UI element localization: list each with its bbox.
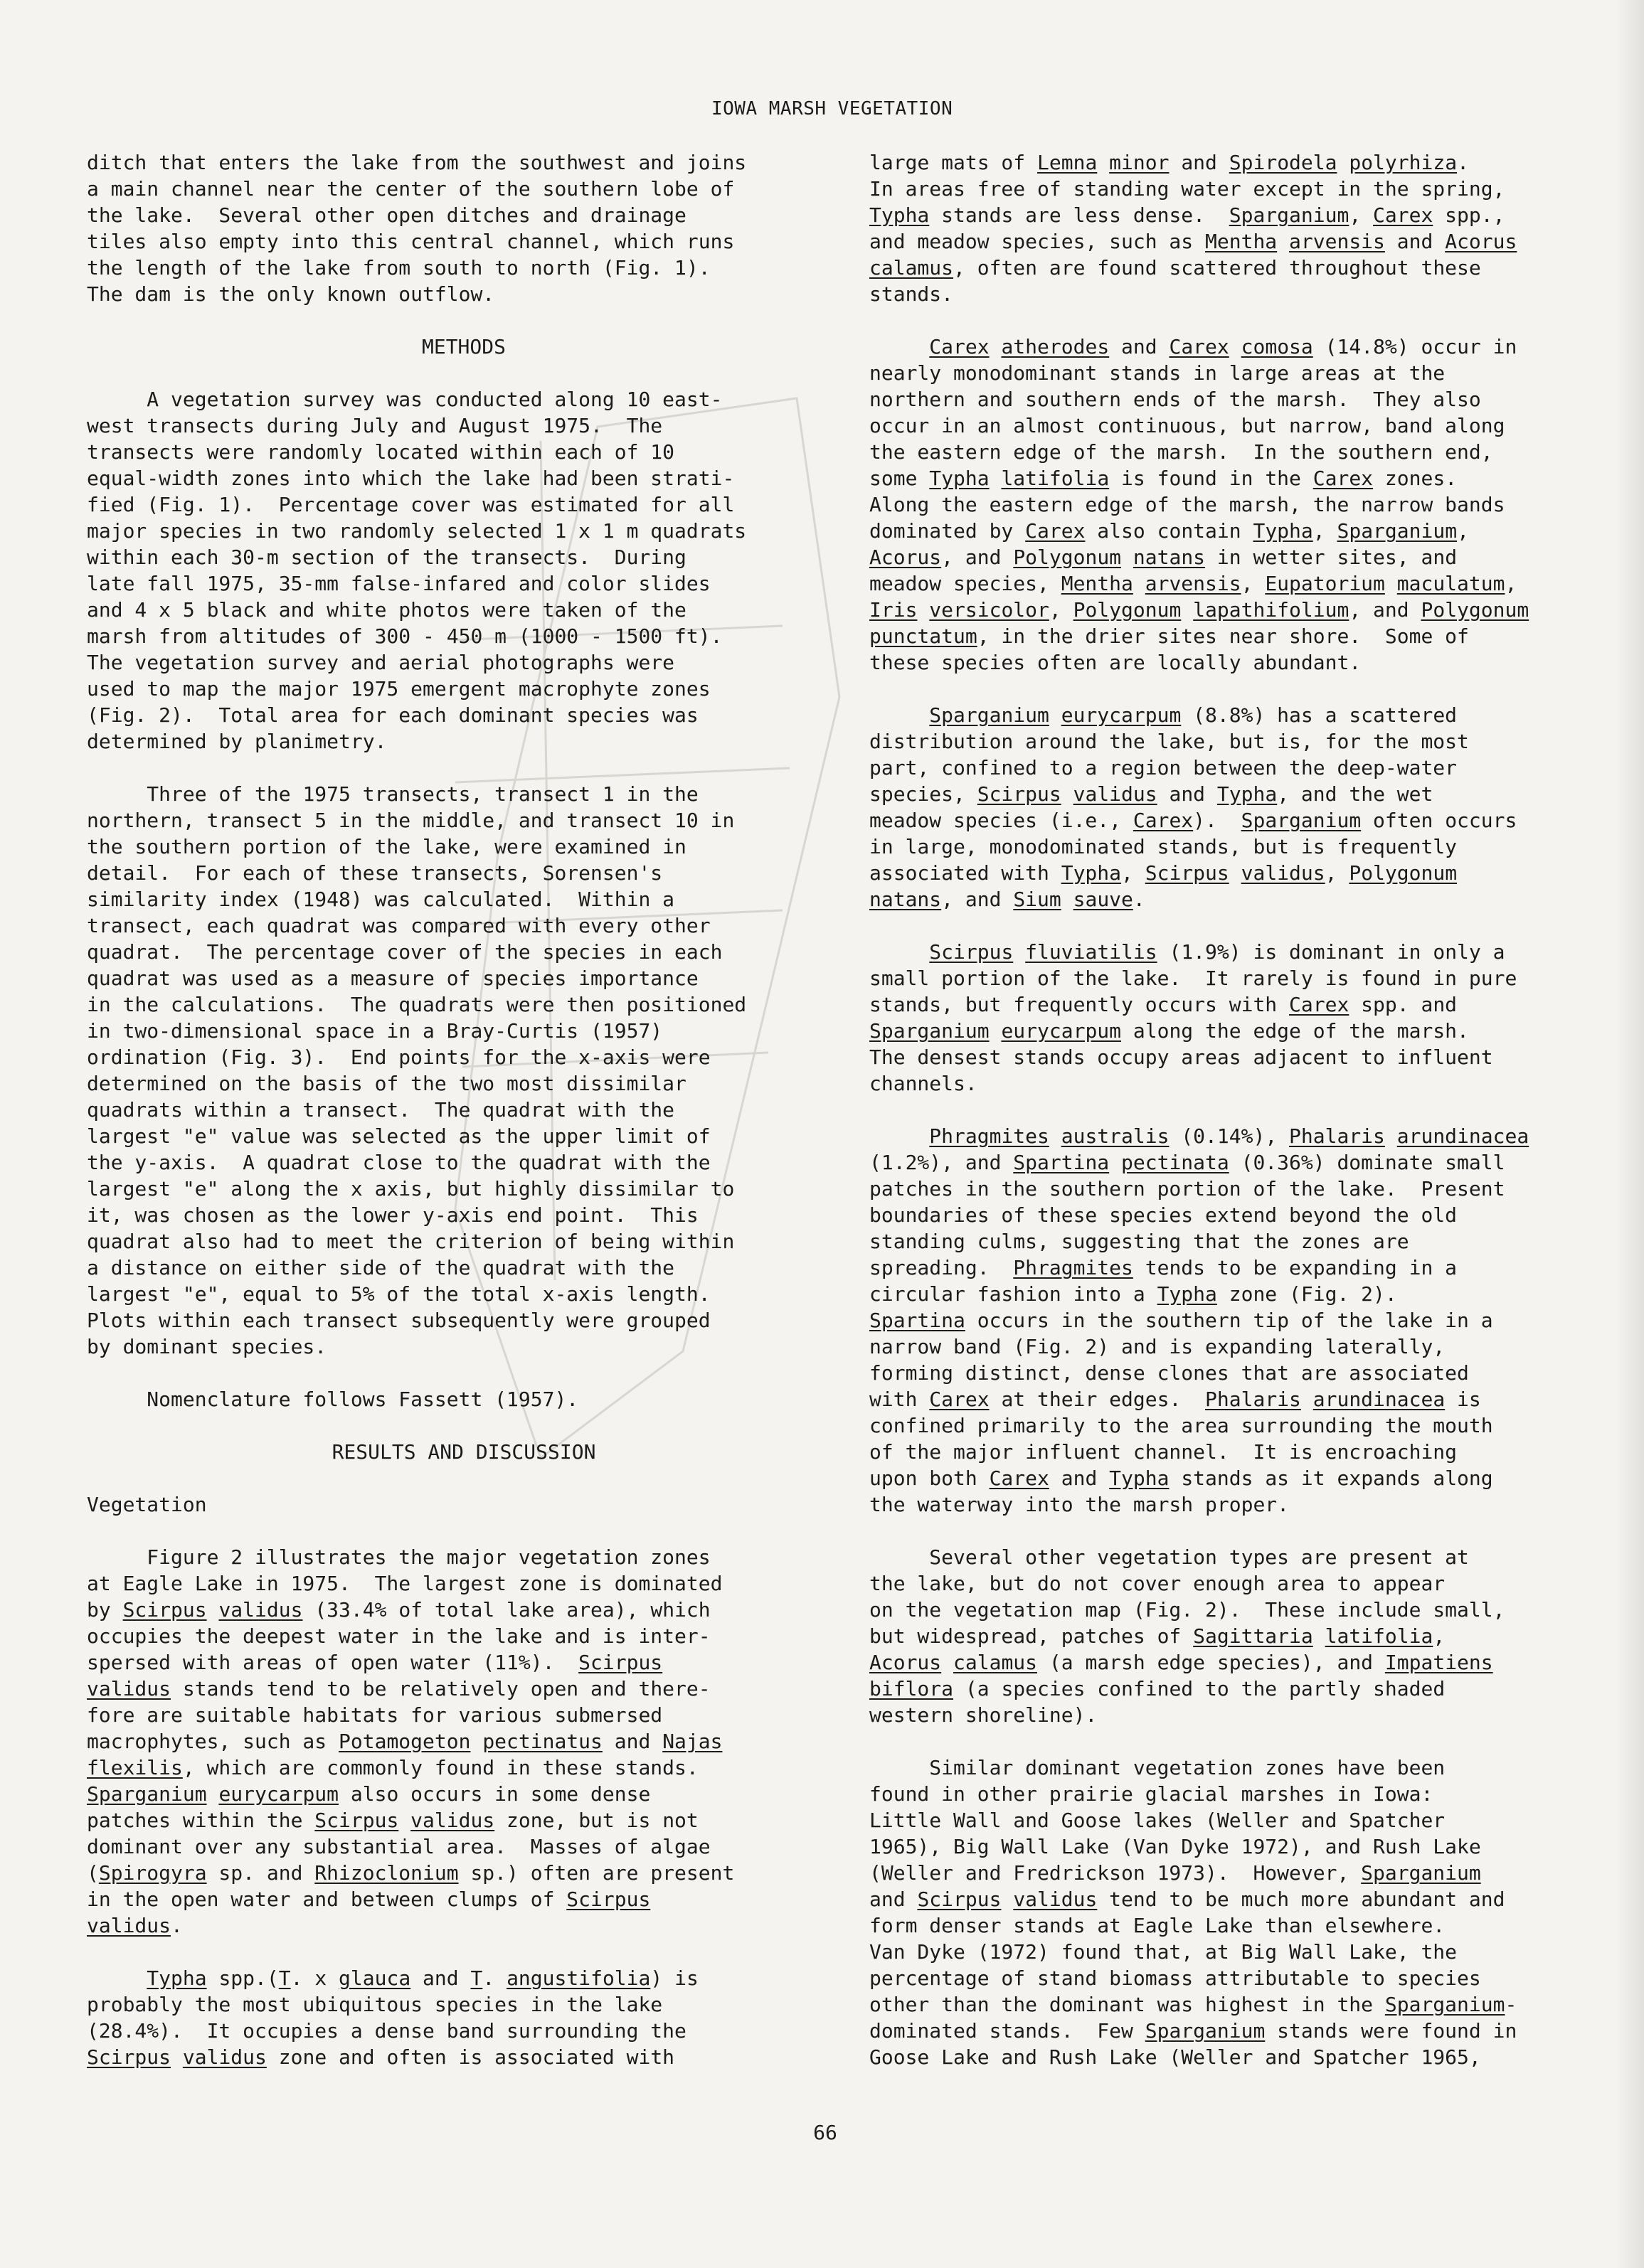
text-line: form denser stands at Eagle Lake than elsewhere.	[869, 1914, 1446, 1937]
text-line: narrow band (Fig. 2) and is expanding laterally,	[869, 1335, 1446, 1358]
paragraph	[869, 939, 1623, 1097]
paragraph-gap	[869, 1728, 1623, 1755]
text-line: spersed with areas of open water (11%). Scirpus	[87, 1651, 663, 1674]
paragraph	[869, 1123, 1623, 1518]
text-line: in large, monodominated stands, but is frequently	[869, 835, 1458, 858]
text-line: part, confined to a region between the deep-water	[869, 756, 1458, 779]
text-line: macrophytes, such as Potamogeton pectinatus and Najas	[87, 1730, 723, 1753]
scan-edge-shadow	[1616, 0, 1644, 2268]
text-line: Phragmites australis (0.14%), Phalaris arundinacea	[929, 1124, 1529, 1148]
text-line: percentage of stand biomass attributable to species	[869, 1966, 1481, 1990]
text-line: natans, and Sium sauve.	[869, 888, 1145, 911]
paragraph	[869, 334, 1623, 676]
text-line: The dam is the only known outflow.	[87, 282, 495, 306]
text-line: Goose Lake and Rush Lake (Weller and Spatcher 1965,	[869, 2045, 1481, 2069]
paragraph-gap	[869, 1518, 1623, 1544]
text-line: the southern portion of the lake, were examined in	[87, 835, 686, 858]
text-line: some Typha latifolia is found in the Carex zones.	[869, 467, 1458, 490]
text-line: The vegetation survey and aerial photographs were	[87, 651, 675, 674]
text-line: patches in the southern portion of the lake. Present	[869, 1177, 1505, 1200]
text-line: quadrat also had to meet the criterion of being within	[87, 1230, 735, 1253]
text-line: the length of the lake from south to north (Fig. 1).	[87, 256, 711, 279]
text-line: upon both Carex and Typha stands as it expands along	[869, 1466, 1493, 1490]
text-line: Three of the 1975 transects, transect 1 in the	[87, 782, 699, 806]
text-line: by Scirpus validus (33.4% of total lake area), which	[87, 1598, 711, 1622]
text-line: Scirpus fluviatilis (1.9%) is dominant in only a	[929, 940, 1505, 964]
text-line: a main channel near the center of the southern lobe of	[87, 177, 735, 201]
text-line: validus.	[87, 1914, 183, 1937]
text-line: (Weller and Fredrickson 1973). However, Sparganium	[869, 1861, 1481, 1885]
text-line: Typha stands are less dense. Sparganium, Carex spp.,	[869, 203, 1505, 227]
running-head: IOWA MARSH VEGETATION	[711, 98, 953, 119]
text-line: A vegetation survey was conducted along 10 east-	[87, 388, 723, 411]
text-line: ditch that enters the lake from the southwest and joins	[87, 151, 747, 174]
text-line: distribution around the lake, but is, for the most	[869, 730, 1469, 753]
text-line: Carex atherodes and Carex comosa (14.8%) occur in	[929, 335, 1517, 358]
paragraph	[869, 702, 1623, 912]
text-line: meadow species (i.e., Carex). Sparganium often occurs	[869, 809, 1517, 832]
text-line: fore are suitable habitats for various submersed	[87, 1703, 663, 1727]
paragraph	[87, 1386, 841, 1412]
text-line: but widespread, patches of Sagittaria latifolia,	[869, 1624, 1446, 1648]
text-line: Typha spp.(T. x glauca and T. angustifolia) is	[147, 1966, 699, 1990]
paragraph-gap	[87, 307, 841, 334]
paragraph	[87, 781, 841, 1360]
text-line: northern, transect 5 in the middle, and transect 10 in	[87, 809, 735, 832]
text-line: used to map the major 1975 emergent macrophyte zones	[87, 677, 711, 701]
text-line: and meadow species, such as Mentha arvensis and Acorus	[869, 230, 1517, 253]
text-line: flexilis, which are commonly found in these stands.	[87, 1756, 699, 1779]
text-line: detail. For each of these transects, Sorensen's	[87, 861, 663, 885]
text-line: and Scirpus validus tend to be much more abundant and	[869, 1888, 1505, 1911]
text-line: (28.4%). It occupies a dense band surrounding the	[87, 2019, 686, 2043]
text-line: associated with Typha, Scirpus validus, Polygonum	[869, 861, 1458, 885]
text-line: forming distinct, dense clones that are associated	[869, 1361, 1469, 1385]
text-line: Several other vegetation types are present at	[869, 1545, 1469, 1569]
text-line: calamus, often are found scattered throughout these	[869, 256, 1481, 279]
text-line: dominated stands. Few Sparganium stands were found in	[869, 2019, 1517, 2043]
text-line: largest "e", equal to 5% of the total x-axis length.	[87, 1282, 711, 1306]
text-line: in the calculations. The quadrats were then positioned	[87, 993, 747, 1016]
paragraph	[869, 1755, 1623, 2070]
text-line: with Carex at their edges. Phalaris arundinacea is	[869, 1388, 1481, 1411]
text-line: quadrats within a transect. The quadrat with the	[87, 1098, 675, 1122]
text-line: in two-dimensional space in a Bray-Curtis (1957)	[87, 1019, 663, 1043]
text-line: similarity index (1948) was calculated. Within a	[87, 888, 675, 911]
text-line: Acorus, and Polygonum natans in wetter sites, and	[869, 545, 1458, 569]
text-line: channels.	[869, 1072, 977, 1095]
text-line: The densest stands occupy areas adjacent to influent	[869, 1045, 1493, 1069]
text-line: equal-width zones into which the lake had been strati-	[87, 467, 735, 490]
paragraph	[87, 1544, 841, 1939]
text-line: the eastern edge of the marsh. In the southern end,	[869, 440, 1493, 464]
text-line: (Fig. 2). Total area for each dominant species was	[87, 703, 699, 727]
text-line: (Spirogyra sp. and Rhizoclonium sp.) often are present	[87, 1861, 735, 1885]
paragraph-gap	[87, 1518, 841, 1544]
section-heading: METHODS	[421, 335, 506, 358]
text-line: the lake, but do not cover enough area to appear	[869, 1572, 1446, 1595]
paragraph	[869, 1544, 1623, 1728]
text-line: largest "e" value was selected as the upper limit of	[87, 1124, 711, 1148]
text-line: by dominant species.	[87, 1335, 327, 1358]
text-line: stands, but frequently occurs with Carex spp. and	[869, 993, 1458, 1016]
text-line: found in other prairie glacial marshes in Iowa:	[869, 1782, 1433, 1806]
text-line: 1965), Big Wall Lake (Van Dyke 1972), and Rush Lake	[869, 1835, 1481, 1858]
text-line: Iris versicolor, Polygonum lapathifolium, and Polygonum	[869, 598, 1529, 622]
text-line: other than the dominant was highest in the Sparganium-	[869, 1993, 1517, 2016]
text-line: determined on the basis of the two most dissimilar	[87, 1072, 686, 1095]
text-line: validus stands tend to be relatively open and there-	[87, 1677, 711, 1700]
paragraph-gap	[87, 1412, 841, 1439]
paragraph	[87, 386, 841, 755]
text-line: large mats of Lemna minor and Spirodela polyrhiza.	[869, 151, 1469, 174]
text-line: west transects during July and August 1975. The	[87, 414, 663, 437]
text-line: Sparganium eurycarpum also occurs in some dense	[87, 1782, 651, 1806]
text-line: in the open water and between clumps of Scirpus	[87, 1888, 651, 1911]
text-line: the lake. Several other open ditches and drainage	[87, 203, 686, 227]
text-line: punctatum, in the drier sites near shore. Some of	[869, 624, 1469, 648]
text-line: Similar dominant vegetation zones have been	[869, 1756, 1446, 1779]
text-line: circular fashion into a Typha zone (Fig. 2).	[869, 1282, 1397, 1306]
text-line: quadrat. The percentage cover of the species in each	[87, 940, 723, 964]
section-heading: RESULTS AND DISCUSSION	[332, 1440, 596, 1464]
text-line: Acorus calamus (a marsh edge species), and Impatiens	[869, 1651, 1493, 1674]
subsection-heading: Vegetation	[87, 1493, 207, 1516]
text-line: patches within the Scirpus validus zone, but is not	[87, 1809, 699, 1832]
text-line: western shoreline).	[869, 1703, 1098, 1727]
right-column	[869, 149, 1623, 2070]
paragraph-gap	[87, 1939, 841, 1965]
text-line: major species in two randomly selected 1 x 1 m quadrats	[87, 519, 747, 543]
paragraph-gap	[87, 755, 841, 781]
text-line: confined primarily to the area surrounding the mouth	[869, 1414, 1493, 1437]
text-line: at Eagle Lake in 1975. The largest zone is dominated	[87, 1572, 723, 1595]
text-line: Along the eastern edge of the marsh, the narrow bands	[869, 493, 1505, 516]
text-line: Plots within each transect subsequently were grouped	[87, 1309, 711, 1332]
page-number: 66	[813, 2121, 837, 2144]
paragraph	[87, 1965, 841, 2070]
text-line: and 4 x 5 black and white photos were taken of the	[87, 598, 686, 622]
paragraph-gap	[869, 676, 1623, 702]
text-line: Figure 2 illustrates the major vegetation zones	[87, 1545, 711, 1569]
text-line: ordination (Fig. 3). End points for the x-axis were	[87, 1045, 711, 1069]
text-line: quadrat was used as a measure of species importance	[87, 967, 699, 990]
paragraph-gap	[87, 1465, 841, 1491]
text-line: Spartina occurs in the southern tip of the lake in a	[869, 1309, 1493, 1332]
text-line: species, Scirpus validus and Typha, and the wet	[869, 782, 1433, 806]
text-line: boundaries of these species extend beyond the old	[869, 1203, 1458, 1227]
text-line: Van Dyke (1972) found that, at Big Wall Lake, the	[869, 1940, 1458, 1964]
text-line: determined by planimetry.	[87, 730, 387, 753]
text-line: spreading. Phragmites tends to be expanding in a	[869, 1256, 1458, 1279]
text-line: In areas free of standing water except in the spring,	[869, 177, 1505, 201]
text-line: these species often are locally abundant.	[869, 651, 1362, 674]
text-line: Sparganium eurycarpum (8.8%) has a scattered	[929, 703, 1458, 727]
text-line: meadow species, Mentha arvensis, Eupatorium maculatum,	[869, 572, 1517, 595]
text-line: a distance on either side of the quadrat with the	[87, 1256, 675, 1279]
text-line: Scirpus validus zone and often is associated with	[87, 2045, 675, 2069]
text-line: of the major influent channel. It is encroaching	[869, 1440, 1458, 1464]
paragraph-gap	[87, 1360, 841, 1386]
text-line: Sparganium eurycarpum along the edge of the marsh.	[869, 1019, 1469, 1043]
paragraph	[87, 149, 841, 307]
text-line: (1.2%), and Spartina pectinata (0.36%) dominate small	[869, 1151, 1505, 1174]
text-line: transect, each quadrat was compared with every other	[87, 914, 711, 937]
text-line: biflora (a species confined to the partly shaded	[869, 1677, 1446, 1700]
text-line: small portion of the lake. It rarely is found in pure	[869, 967, 1517, 990]
text-line: tiles also empty into this central channel, which runs	[87, 230, 735, 253]
text-line: probably the most ubiquitous species in the lake	[87, 1993, 663, 2016]
text-line: on the vegetation map (Fig. 2). These include small,	[869, 1598, 1505, 1622]
text-line: Little Wall and Goose lakes (Weller and Spatcher	[869, 1809, 1446, 1832]
text-line: northern and southern ends of the marsh. They also	[869, 388, 1481, 411]
left-column	[87, 149, 841, 2070]
text-line: the y-axis. A quadrat close to the quadrat with the	[87, 1151, 711, 1174]
text-line: transects were randomly located within each of 10	[87, 440, 675, 464]
text-line: dominant over any substantial area. Masses of algae	[87, 1835, 711, 1858]
text-line: nearly monodominant stands in large areas at the	[869, 361, 1446, 385]
paragraph-gap	[869, 307, 1623, 334]
text-line: dominated by Carex also contain Typha, Sparganium,	[869, 519, 1469, 543]
paragraph-gap	[869, 912, 1623, 939]
paragraph	[869, 149, 1623, 307]
text-line: stands.	[869, 282, 954, 306]
text-line: occur in an almost continuous, but narrow, band along	[869, 414, 1505, 437]
text-line: Nomenclature follows Fassett (1957).	[87, 1388, 579, 1411]
text-line: within each 30-m section of the transects. During	[87, 545, 686, 569]
paragraph-gap	[87, 360, 841, 386]
text-line: late fall 1975, 35-mm false-infared and color slides	[87, 572, 711, 595]
text-line: standing culms, suggesting that the zones are	[869, 1230, 1409, 1253]
text-line: largest "e" along the x axis, but highly dissimilar to	[87, 1177, 735, 1200]
text-line: fied (Fig. 1). Percentage cover was estimated for all	[87, 493, 735, 516]
text-line: occupies the deepest water in the lake and is inter-	[87, 1624, 711, 1648]
text-line: the waterway into the marsh proper.	[869, 1493, 1290, 1516]
paragraph-gap	[869, 1097, 1623, 1123]
text-line: it, was chosen as the lower y-axis end point. This	[87, 1203, 699, 1227]
text-line: marsh from altitudes of 300 - 450 m (1000 - 1500 ft).	[87, 624, 723, 648]
